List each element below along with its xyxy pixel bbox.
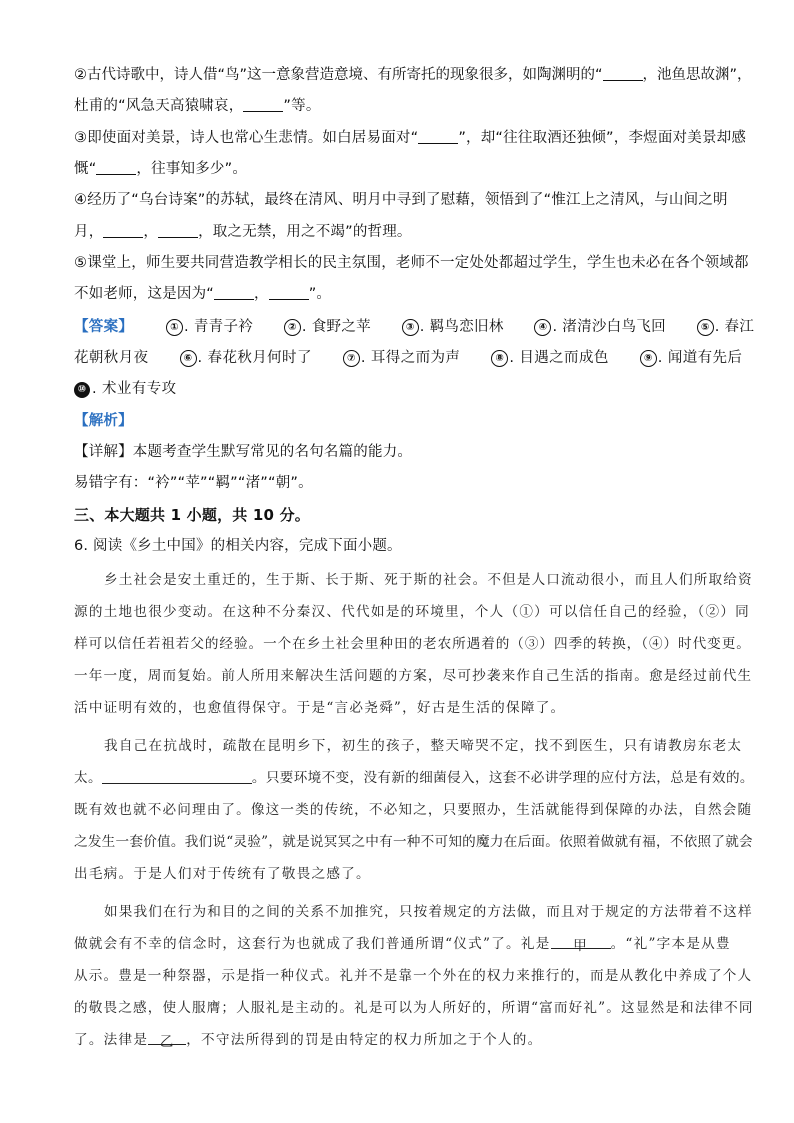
blank-mark: ① — [519, 604, 535, 620]
text: ③即使面对美景，诗人也常心生悲情。如白居易面对“ — [74, 130, 419, 146]
text: 活中证明有效的，也愈值得保守。于是“言必尧舜”，好古是生活的保障了。 — [74, 700, 566, 716]
fill-blank-item-2-line-1 — [74, 64, 752, 86]
question-6-text: 6. 阅读《乡土中国》的相关内容，完成下面小题。 — [74, 538, 402, 554]
fill-blank-item-4-line-1 — [74, 189, 734, 211]
fill-blank-item-5-line-2 — [74, 283, 734, 305]
text: 出毛病。于是人们对于传统有了敬畏之感了。 — [74, 866, 371, 882]
text: 如果我们在行为和目的之间的关系不加推究，只按着规定的方法做，而且对于规定的方法带着不这样 — [104, 904, 753, 920]
text: 。只要环境不变，没有新的细菌侵入，这套不必讲学理的应付方法，总是有效的。 — [251, 770, 754, 786]
answer-text: 花朝秋月夜 — [74, 350, 149, 366]
passage-p3-line-5 — [74, 1028, 542, 1048]
answer-number: ③ — [402, 319, 419, 336]
detail-line — [74, 441, 734, 463]
text: 慨“ — [74, 161, 97, 177]
error-words-line — [74, 472, 734, 494]
fill-blank-item-5-line-1 — [74, 252, 749, 274]
passage-p1-line-3 — [74, 632, 751, 652]
text: ）可以信任自己的经验，（ — [534, 604, 706, 620]
answer-number: ④ — [534, 319, 551, 336]
blank — [96, 160, 136, 175]
answer-number: ⑥ — [180, 350, 197, 367]
text: 一年一度，周而复始。前人所用来解决生活问题的方案，尽可抄袭来作自己生活的指南。愈是经过前代生 — [74, 668, 753, 684]
text: 的敬畏之感，使人服膺；人服礼是主动的。礼是可以为人所好的，所谓“富而好礼”。这显然是和法律不同 — [74, 1000, 754, 1016]
text: 既有效也就不必问理由了。像这一类的传统，不必知之，只要照办，生活就能得到保障的办法，自然会随 — [74, 802, 753, 818]
answer-text: . 耳得之而为声 — [360, 350, 461, 366]
passage-p2-line-3 — [74, 798, 752, 818]
text: ）四季的转换，（ — [539, 636, 649, 652]
fill-blank-item-3-line-1 — [74, 127, 747, 149]
text: 。“礼”字本是从豊 — [610, 936, 731, 952]
blank — [158, 223, 198, 238]
passage-p1-line-5 — [74, 696, 565, 716]
analysis-tag: 【解析】 — [74, 413, 133, 429]
answer-text: . 羁鸟恋旧林 — [419, 319, 504, 335]
answer-text: . 渚清沙白鸟飞回 — [552, 319, 666, 335]
answer-number: ⑦ — [343, 350, 360, 367]
error-words-text: 易错字有：“衿”“苹”“羁”“渚”“朝”。 — [74, 475, 313, 491]
text: 我自己在抗战时，疏散在昆明乡下，初生的孩子，整天啼哭不定，找不到医生，只有请教房东老太 — [104, 738, 743, 754]
fill-blank-item-4-line-2 — [74, 221, 734, 243]
answer-line-2 — [74, 347, 743, 369]
passage-p2-line-1 — [104, 734, 742, 754]
text: 了。法律是 — [74, 1032, 149, 1048]
answer-text: . 春江 — [714, 319, 755, 335]
answer-text: . 食野之苹 — [301, 319, 371, 335]
passage-p3-line-2 — [74, 932, 731, 952]
answer-number: ⑨ — [640, 350, 657, 367]
blank — [243, 97, 283, 112]
text: ）时代变更。 — [663, 636, 751, 652]
text: 乡土社会是安土重迁的，生于斯、长于斯、死于斯的社会。不但是人口流动很小，而且人们所取给资 — [104, 572, 753, 588]
blank-jia: 甲 — [551, 934, 611, 949]
answer-line-3 — [74, 378, 734, 400]
text: 太。 — [74, 770, 102, 786]
passage-p3-line-1 — [104, 900, 753, 920]
blank-mark: ④ — [648, 636, 664, 652]
blank — [418, 129, 458, 144]
text: ， — [143, 224, 159, 240]
answer-number: ② — [284, 319, 301, 336]
text: ，取之无禁，用之不竭”的哲理。 — [198, 224, 412, 240]
answer-number: ⑤ — [697, 319, 714, 336]
text: ”等。 — [283, 98, 321, 114]
text: 做就会有不幸的信念时，这套行为也就成了我们普通所谓“仪式”了。礼是 — [74, 936, 551, 952]
section-heading — [74, 504, 734, 526]
text: 源的土地也很少变动。在这种不分秦汉、代代如是的环境里，个人（ — [74, 604, 520, 620]
fill-blank-item-2-line-2 — [74, 95, 734, 117]
blank-mark: ② — [705, 604, 721, 620]
blank — [214, 285, 254, 300]
answer-tag: 【答案】 — [74, 319, 134, 335]
text: ，不守法所得到的罚是由特定的权力所加之于个人的。 — [186, 1032, 543, 1048]
text: 月， — [74, 224, 104, 240]
text: ，池鱼思故渊”， — [642, 67, 752, 83]
text: ，往事知多少”。 — [136, 161, 248, 177]
answer-line-1 — [74, 316, 755, 338]
text: 从示。豊是一种祭器，示是指一种仪式。礼并不是靠一个外在的权力来推行的，而是从教化中养成了个人 — [74, 968, 753, 984]
section-heading-text: 三、本大题共 1 小题，共 10 分。 — [74, 506, 311, 524]
text: ”，却“往往取酒还独倾”，李煜面对美景却感 — [458, 130, 747, 146]
text: ②古代诗歌中，诗人借“鸟”这一意象营造意境、有所寄托的现象很多，如陶渊明的“ — [74, 67, 603, 83]
passage-p3-line-4 — [74, 996, 754, 1016]
blank — [269, 285, 309, 300]
question-6-prompt — [74, 535, 734, 557]
blank-yi: 乙 — [148, 1030, 186, 1045]
long-blank — [102, 769, 252, 784]
text: ”。 — [308, 286, 332, 302]
blank-mark: ③ — [524, 636, 540, 652]
blank — [103, 223, 143, 238]
passage-p1-line-1 — [104, 568, 753, 588]
passage-p1-line-4 — [74, 664, 752, 684]
text: ， — [254, 286, 269, 302]
passage-p2-line-5 — [74, 862, 371, 882]
answer-number: ① — [166, 319, 183, 336]
text: ）同 — [720, 604, 751, 620]
text: ④经历了“乌台诗案”的苏轼，最终在清风、明月中寻到了慰藉，领悟到了“惟江上之清风，与山间之明 — [74, 192, 728, 208]
answer-text: . 闻道有先后 — [657, 350, 743, 366]
analysis-line — [74, 410, 734, 432]
text: 之发生一套价值。我们说“灵验”，就是说冥冥之中有一种不可知的魔力在后面。依照着做就有福，不依照了就会 — [74, 834, 753, 850]
text: 不如老师，这是因为“ — [74, 286, 215, 302]
passage-p2-line-4 — [74, 830, 753, 850]
detail-text: 【详解】本题考查学生默写常见的名句名篇的能力。 — [74, 444, 413, 460]
answer-text: . 春花秋月何时了 — [197, 350, 312, 366]
answer-text: . 术业有专攻 — [92, 381, 177, 397]
answer-text: . 目遇之而成色 — [509, 350, 609, 366]
text: ⑤课堂上，师生要共同营造教学相长的民主氛围，老师不一定处处都超过学生，学生也未必在各个领域都 — [74, 255, 749, 271]
passage-p2-line-2 — [74, 766, 754, 786]
text: 杜甫的“风急天高猿啸哀， — [74, 98, 244, 114]
blank — [603, 66, 643, 81]
answer-number: ⑩ — [74, 382, 90, 398]
answer-text: . 青青子衿 — [184, 319, 254, 335]
passage-p3-line-3 — [74, 964, 752, 984]
passage-p1-line-2 — [74, 600, 750, 620]
fill-blank-item-3-line-2 — [74, 158, 734, 180]
text: 样可以信任若祖若父的经验。一个在乡土社会里种田的老农所遇着的（ — [74, 636, 525, 652]
answer-number: ⑧ — [491, 350, 508, 367]
